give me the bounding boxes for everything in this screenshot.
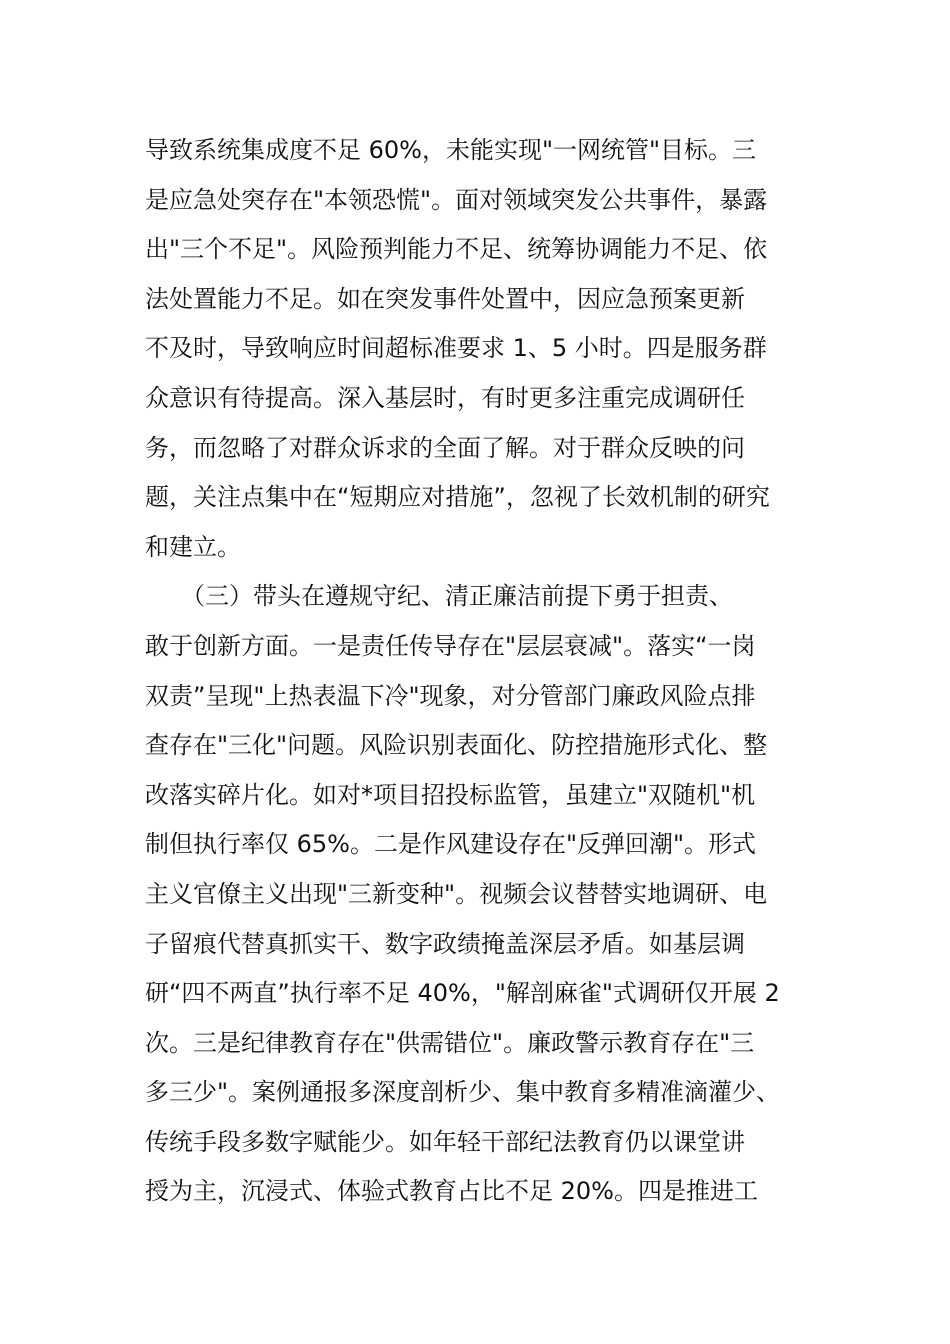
text-line-4: 法处置能力不足。如在突发事件处置中，因应急预案更新 (145, 284, 745, 313)
text-line-21: 传统手段多数字赋能少。如年轻干部纪法教育仍以课堂讲 (145, 1127, 745, 1156)
text-line-5: 不及时，导致响应时间超标准要求 1、5 小时。四是服务群 (145, 334, 767, 363)
body-text (145, 126, 825, 1217)
text-line-2: 是应急处突存在"本领恐慌"。面对领域突发公共事件，暴露 (145, 185, 768, 214)
text-line-13: 查存在"三化"问题。风险识别表面化、防控措施形式化、整 (145, 731, 768, 760)
text-line-16: 主义官僚主义出现"三新变种"。视频会议替替实地调研、电 (145, 879, 768, 908)
text-line-14: 改落实碎片化。如对*项目招投标监管，虽建立"双随机"机 (145, 780, 756, 809)
text-line-7: 务，而忽略了对群众诉求的全面了解。对于群众反映的问 (145, 433, 745, 462)
text-line-9: 和建立。 (145, 532, 241, 561)
text-line-19: 次。三是纪律教育存在"供需错位"。廉政警示教育存在"三 (145, 1028, 755, 1057)
text-line-1: 导致系统集成度不足 60%，未能实现"一网统管"目标。三 (145, 136, 757, 164)
text-line-17: 子留痕代替真抓实干、数字政绩掩盖深层矛盾。如基层调 (145, 929, 745, 958)
text-line-12: 双责”呈现"上热表温下冷"现象，对分管部门廉政风险点排 (145, 681, 756, 710)
text-line-8: 题，关注点集中在“短期应对措施”，忽视了长效机制的研究 (145, 483, 770, 512)
text-line-3: 出"三个不足"。风险预判能力不足、统筹协调能力不足、依 (145, 235, 768, 264)
text-line-15: 制但执行率仅 65%。二是作风建设存在"反弹回潮"。形式 (145, 830, 757, 859)
text-line-11: 敢于创新方面。一是责任传导存在"层层衰减"。落实“一岗 (145, 631, 756, 660)
section-heading-line: （三）带头在遵规守纪、清正廉洁前提下勇于担责、 (145, 582, 733, 611)
text-line-6: 众意识有待提高。深入基层时，有时更多注重完成调研任 (145, 383, 745, 412)
text-line-18: 研“四不两直”执行率不足 40%，"解剖麻雀"式调研仅开展 2 (145, 979, 780, 1008)
text-line-20: 多三少"。案例通报多深度剖析少、集中教育多精准滴灌少、 (145, 1078, 781, 1107)
text-line-22: 授为主，沉浸式、体验式教育占比不足 20%。四是推进工 (145, 1177, 758, 1206)
